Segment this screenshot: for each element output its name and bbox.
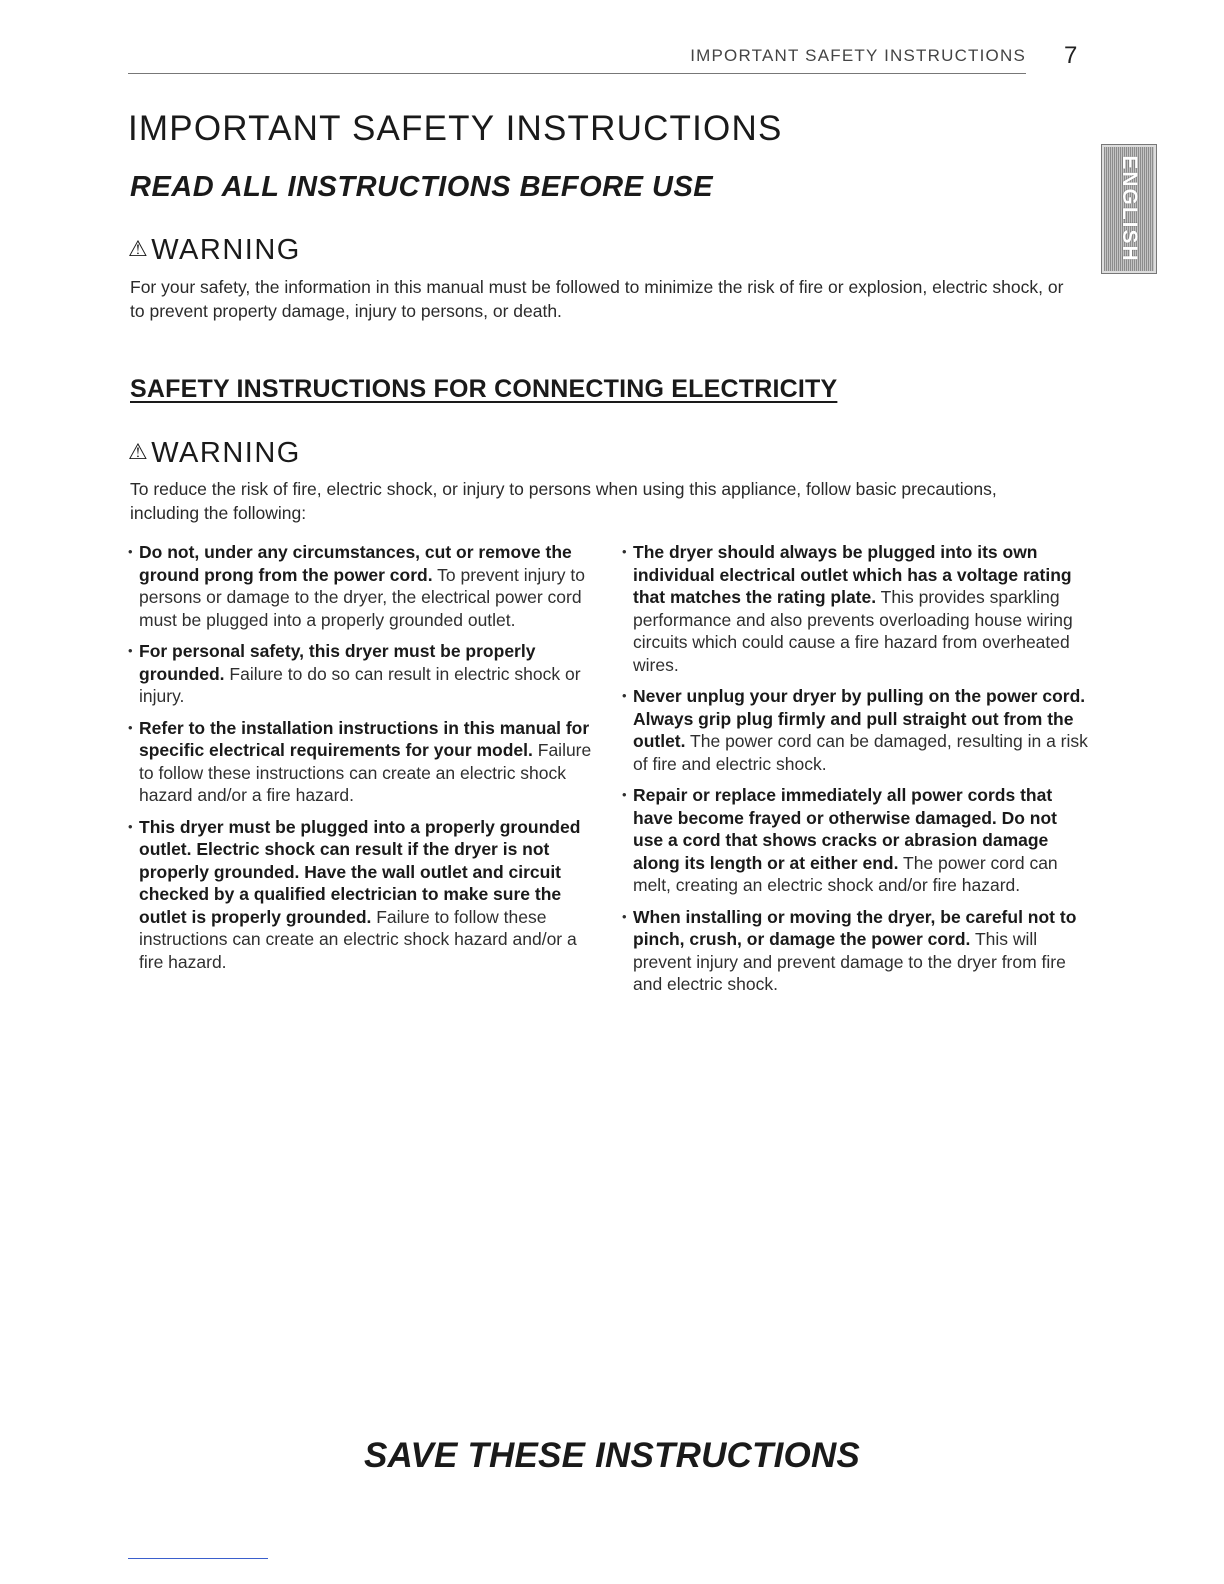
list-item-text: The power cord can melt, creating an electric shock and/or fire hazard. [633, 852, 1058, 895]
warning-heading [128, 437, 301, 470]
header-divider [128, 73, 1026, 74]
footer-title: SAVE THESE INSTRUCTIONS [364, 1436, 860, 1475]
running-header: IMPORTANT SAFETY INSTRUCTIONS [690, 46, 1026, 65]
page-title: IMPORTANT SAFETY INSTRUCTIONS [128, 109, 783, 148]
list-item [128, 816, 598, 974]
list-item-bold: For personal safety, this dryer must be properly grounded. [139, 641, 536, 684]
page-subtitle: READ ALL INSTRUCTIONS BEFORE USE [130, 171, 714, 203]
list-item-text: This provides sparkling performance and also prevents overloading house wiring circuits which could cause a fire hazard from overheated wires. [633, 587, 1073, 675]
list-item-bold: Do not, under any circumstances, cut or remove the ground prong from the power cord. [139, 542, 572, 585]
list-item [128, 717, 598, 807]
page-number: 7 [1064, 42, 1078, 69]
list-item-bold: Never unplug your dryer by pulling on the power cord. Always grip plug firmly and pull straight out from the outlet. [633, 686, 1086, 751]
list-item-text: The power cord can be damaged, resulting in a risk of fire and electric shock. [633, 731, 1088, 774]
list-item [622, 784, 1092, 897]
list-item [128, 541, 598, 631]
list-item [622, 541, 1092, 676]
instructions-left-column [128, 541, 598, 982]
footer-divider [128, 1558, 268, 1559]
warning-triangle-icon: ⚠ [128, 236, 150, 261]
list-item-text: Failure to follow these instructions can create an electric shock hazard and/or a fire hazard. [139, 740, 592, 805]
warning-label: WARNING [151, 234, 301, 266]
list-item-text: To prevent injury to persons or damage to the dryer, the electrical power cord must be plugged into a properly grounded outlet. [139, 564, 586, 630]
list-item-bold: This dryer must be plugged into a properly grounded outlet. Electric shock can result if the dryer is not properly grounded. Have the wall outlet and circuit checked by a qualified electrician to make sure the outlet is properly grounded. [139, 816, 581, 927]
list-item-bold: The dryer should always be plugged into its own individual electrical outlet which has a voltage rating that matches the rating plate. [633, 542, 1072, 607]
warning-text: To reduce the risk of fire, electric shock, or injury to persons when using this appliance, follow basic precautions, including the following: [130, 479, 997, 523]
section-heading: SAFETY INSTRUCTIONS FOR CONNECTING ELECTRICITY [130, 375, 838, 403]
list-item-bold: Refer to the installation instructions in this manual for specific electrical requirements for your model. [139, 717, 590, 760]
list-item-text: Failure to follow these instructions can create an electric shock hazard and/or a fire hazard. [139, 906, 577, 972]
list-item-text: Failure to do so can result in electric shock or injury. [139, 663, 581, 706]
list-item [622, 906, 1092, 996]
list-item [128, 640, 598, 708]
list-item-bold: Repair or replace immediately all power cords that have become frayed or otherwise damaged. Do not use a cord that shows cracks or abrasion damage along its length or at either end. [633, 785, 1057, 873]
language-tab [1101, 144, 1157, 274]
list-item-bold: When installing or moving the dryer, be careful not to pinch, crush, or damage the power cord. [633, 906, 1077, 949]
list-item [622, 685, 1092, 775]
warning-heading [128, 234, 301, 267]
warning-triangle-icon: ⚠ [128, 439, 150, 464]
warning-label: WARNING [151, 437, 301, 469]
list-item-text: This will prevent injury and prevent damage to the dryer from fire and electric shock. [633, 929, 1066, 994]
warning-text: For your safety, the information in this manual must be followed to minimize the risk of fire or explosion, electric shock, or to prevent property damage, injury to persons, or death. [130, 277, 1064, 321]
instructions-right-column [622, 541, 1092, 1005]
language-tab-label: ENGLISH [1118, 155, 1141, 263]
